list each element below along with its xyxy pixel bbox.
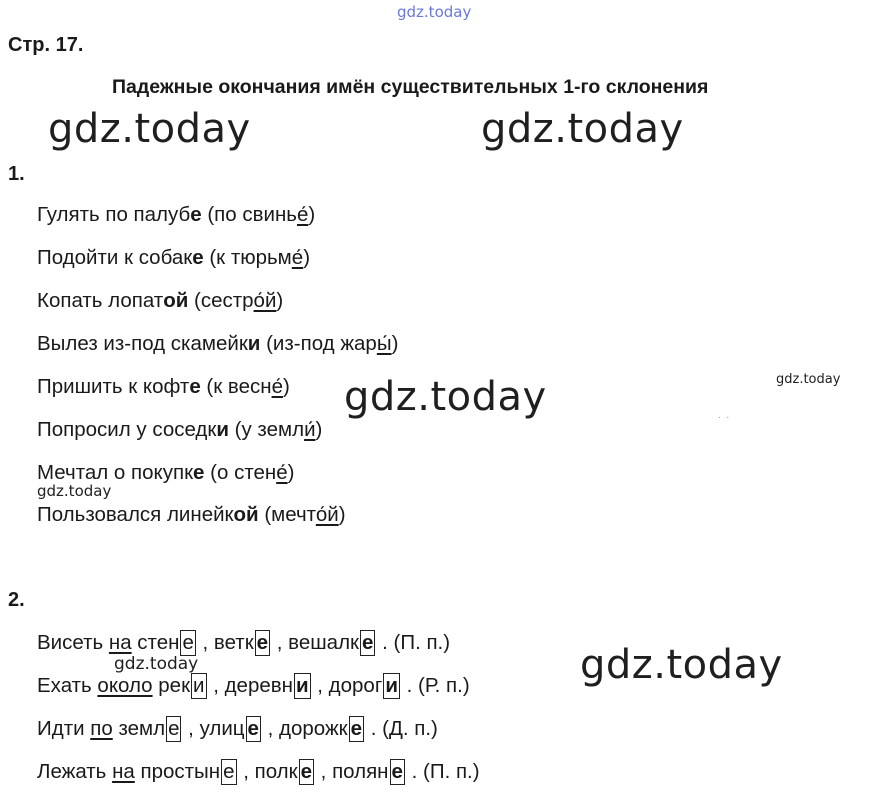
ex2-line: Ехать около рек и , деревн и , дорог и . (Р. п.) bbox=[37, 673, 470, 699]
page-number: Стр. 17. bbox=[8, 34, 84, 56]
ex1-line: Подойти к собаке (к тюрьме́) bbox=[37, 246, 311, 269]
ex2-line: Лежать на простын е , полк е , полян е . (П. п.) bbox=[37, 759, 480, 785]
ex1-line: Гулять по палубе (по свинье́) bbox=[37, 203, 316, 226]
watermark-center: gdz.today bbox=[481, 106, 684, 152]
ex1-line: Пришить к кофте (к весне́) bbox=[37, 375, 290, 398]
decorative-dots: . . bbox=[718, 410, 730, 421]
watermark-left-small: gdz.today bbox=[37, 482, 112, 500]
watermark-lower-right: gdz.today bbox=[580, 642, 783, 688]
watermark-lower-left: gdz.today bbox=[114, 654, 199, 674]
ex1-line: Пользовался линейкой (мечто́й) bbox=[37, 503, 346, 526]
ex1-line: Попросил у соседки (у земли́) bbox=[37, 418, 323, 441]
watermark-middle: gdz.today bbox=[344, 374, 547, 420]
watermark-top: gdz.today bbox=[397, 3, 472, 21]
ex2-line: Идти по земл е , улиц е , дорожк е . (Д. п.) bbox=[37, 716, 438, 742]
ex2-line: Висеть на стен е , ветк е , вешалк е . (П. п.) bbox=[37, 630, 450, 656]
page-title: Падежные окончания имён существительных 1-го склонения bbox=[112, 76, 709, 98]
ex1-line: Вылез из-под скамейки (из-под жары́) bbox=[37, 332, 399, 355]
ex1-line: Мечтал о покупке (о стене́) bbox=[37, 461, 295, 484]
exercise-2-number: 2. bbox=[8, 589, 25, 611]
ex1-line: Копать лопатой (сестро́й) bbox=[37, 289, 284, 312]
watermark-left: gdz.today bbox=[48, 106, 251, 152]
watermark-right-small: gdz.today bbox=[776, 372, 841, 387]
exercise-1-number: 1. bbox=[8, 163, 25, 185]
